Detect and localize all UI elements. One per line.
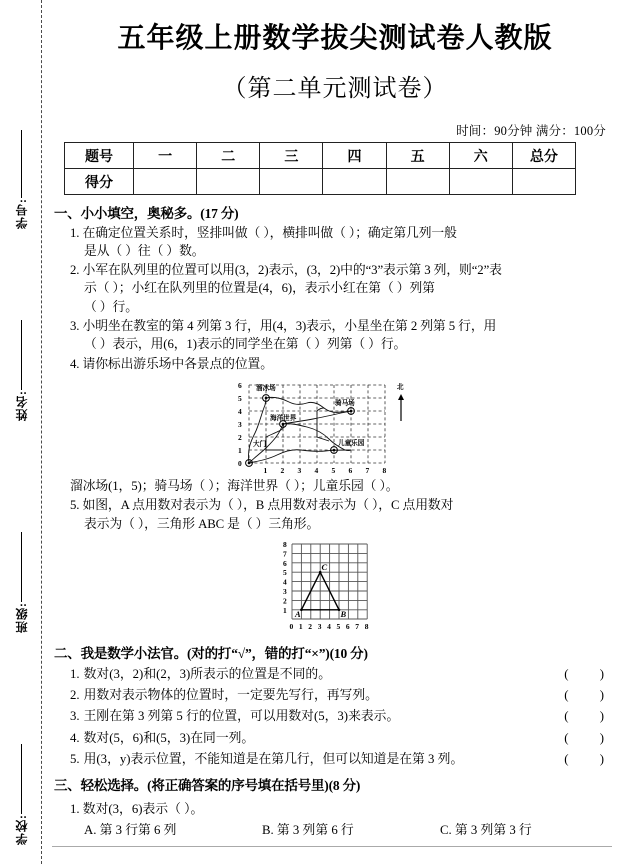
q1-line1: 1. 在确定位置关系时，竖排叫做（ ），横排叫做（ ）；确定第几列一般 bbox=[70, 225, 457, 240]
mc-option-b[interactable]: B. 第 3 列第 6 行 bbox=[262, 823, 354, 838]
park-ytick-4: 4 bbox=[238, 407, 242, 417]
tf-item-4 bbox=[70, 730, 618, 747]
point-label-a: A bbox=[295, 608, 301, 619]
question-1-2 bbox=[70, 261, 618, 315]
margin-strip bbox=[0, 0, 44, 864]
park-ytick-2: 2 bbox=[238, 433, 242, 443]
tri-xtick-5: 5 bbox=[336, 621, 341, 631]
class-label: 班级: bbox=[14, 602, 29, 633]
park-ytick-1: 1 bbox=[238, 446, 242, 456]
park-site-main-gate: 大门 bbox=[253, 441, 267, 449]
mc-question-1: 1. 数对(3，6)表示（ ）。 bbox=[70, 802, 204, 817]
tf-item-4-num: 4. bbox=[70, 730, 80, 745]
margin-field-school bbox=[4, 742, 38, 845]
tf-item-5-num: 5. bbox=[70, 751, 80, 766]
score-table-col-5: 五 bbox=[386, 143, 449, 169]
park-xtick-5: 5 bbox=[331, 466, 336, 476]
student-id-rule bbox=[21, 130, 22, 198]
score-table-col-3: 三 bbox=[260, 143, 323, 169]
tri-xtick-3: 3 bbox=[317, 621, 322, 631]
school-label: 学校: bbox=[14, 814, 29, 845]
tf-item-3-num: 3. bbox=[70, 709, 80, 724]
tf-item-3 bbox=[70, 708, 618, 725]
tri-xtick-1: 1 bbox=[298, 621, 303, 631]
section-2-heading: 二、我是数学小法官。(对的打“√”，错的打“×”)(10 分) bbox=[54, 645, 368, 661]
mc-option-c[interactable]: C. 第 3 列第 3 行 bbox=[440, 823, 532, 838]
q5-line1: 5. 如图，A 点用数对表示为（ ），B 点用数对表示为（ ），C 点用数对 bbox=[70, 498, 454, 513]
tf-item-2-text: 用数对表示物体的位置时，一定要先写行，再写列。 bbox=[83, 688, 378, 703]
exam-content bbox=[52, 0, 618, 864]
tri-xtick-7: 7 bbox=[355, 621, 360, 631]
margin-field-student-id bbox=[4, 128, 38, 229]
point-label-c: C bbox=[321, 561, 328, 572]
tri-ytick-3: 3 bbox=[283, 586, 287, 596]
score-table-col-4: 四 bbox=[323, 143, 386, 169]
park-xtick-7: 7 bbox=[365, 466, 370, 476]
tf-item-1 bbox=[70, 666, 618, 683]
score-table-col-6: 六 bbox=[449, 143, 512, 169]
score-cell-4[interactable] bbox=[323, 169, 386, 195]
score-cell-2[interactable] bbox=[197, 169, 260, 195]
score-table bbox=[64, 142, 576, 195]
park-ytick-5: 5 bbox=[238, 394, 242, 404]
point-label-b: B bbox=[340, 608, 347, 619]
fold-dashed-line bbox=[41, 0, 42, 864]
margin-field-class bbox=[4, 530, 38, 633]
question-1-4-prompt: 4. 请你标出游乐场中各景点的位置。 bbox=[70, 357, 273, 372]
question-1-1 bbox=[70, 224, 618, 260]
class-rule bbox=[21, 532, 22, 602]
tf-item-2 bbox=[70, 687, 618, 704]
tf-item-4-answer-box[interactable]: ( ) bbox=[564, 730, 618, 745]
park-ytick-0: 0 bbox=[238, 459, 242, 469]
north-arrow-icon bbox=[398, 394, 404, 421]
park-ytick-6: 6 bbox=[238, 381, 242, 391]
park-xtick-1: 1 bbox=[263, 466, 268, 476]
q2-line1: 2. 小军在队列里的位置可以用(3，2)表示，(3，2)中的“3”表示第 3 列，则“2”表 bbox=[70, 263, 502, 278]
table-row-score bbox=[65, 169, 576, 195]
score-table-col-1: 一 bbox=[134, 143, 197, 169]
tri-xtick-2: 2 bbox=[308, 621, 313, 631]
park-site-horse-ranch: 骑马场 bbox=[335, 400, 355, 408]
tri-xtick-6: 6 bbox=[345, 621, 350, 631]
mc-question-1-options bbox=[84, 819, 618, 838]
tf-item-5-answer-box[interactable]: ( ) bbox=[564, 751, 618, 766]
score-cell-6[interactable] bbox=[449, 169, 512, 195]
school-rule bbox=[21, 744, 22, 814]
tri-ytick-4: 4 bbox=[283, 577, 287, 587]
tf-item-2-answer-box[interactable]: ( ) bbox=[564, 688, 618, 703]
question-1-3 bbox=[70, 317, 618, 353]
compass-north-label: 北 bbox=[397, 384, 404, 392]
exam-meta: 时间：90分钟 满分：100分 bbox=[456, 124, 606, 138]
tf-item-1-text: 数对(3，2)和(2，3)所表示的位置是不同的。 bbox=[83, 667, 331, 682]
page-subtitle: （第二单元测试卷） bbox=[222, 76, 448, 102]
score-table-label-qnum: 题号 bbox=[65, 143, 134, 169]
table-row-header bbox=[65, 143, 576, 169]
tf-item-3-answer-box[interactable]: ( ) bbox=[564, 709, 618, 724]
q3-line1: 3. 小明坐在教室的第 4 列第 3 行，用(4，3)表示，小星坐在第 2 列第 5 行，用 bbox=[70, 319, 497, 334]
tri-ytick-2: 2 bbox=[283, 596, 287, 606]
park-site-ocean-world: 海洋世界 bbox=[270, 415, 297, 423]
park-site-skating-rink: 溜冰场 bbox=[256, 385, 276, 393]
q2-line2: 示（ ）；小红在队列里的位置是(4，6)，表示小红在第（ ）列第 bbox=[84, 281, 435, 296]
tf-item-5-text: 用(3，y)表示位置，不能知道是在第几行，但可以知道是在第 3 列。 bbox=[83, 751, 464, 766]
q2-line3: （ ）行。 bbox=[84, 299, 138, 314]
tri-ytick-1: 1 bbox=[283, 605, 287, 615]
page-title: 五年级上册数学拔尖测试卷人教版 bbox=[117, 23, 553, 54]
tri-xtick-0: 0 bbox=[289, 621, 294, 631]
q3-line2: （ ）表示，用(6，1)表示的同学坐在第（ ）列第（ ）行。 bbox=[84, 337, 407, 352]
tf-item-1-answer-box[interactable]: ( ) bbox=[564, 667, 618, 682]
question-1-5 bbox=[70, 496, 618, 532]
tf-item-3-text: 王刚在第 3 列第 5 行的位置，可以用数对(5，3)来表示。 bbox=[83, 709, 400, 724]
name-rule bbox=[21, 320, 22, 390]
section-3-heading: 三、轻松选择。(将正确答案的序号填在括号里)(8 分) bbox=[54, 778, 361, 794]
margin-field-name bbox=[4, 318, 38, 421]
page-bottom-rule bbox=[52, 846, 612, 847]
score-cell-5[interactable] bbox=[386, 169, 449, 195]
park-xtick-3: 3 bbox=[297, 466, 302, 476]
tri-ytick-6: 6 bbox=[283, 558, 287, 568]
triangle-figure bbox=[52, 535, 618, 635]
amusement-park-figure bbox=[52, 375, 618, 475]
park-site-children-playground: 儿童乐园 bbox=[338, 440, 365, 448]
park-xtick-2: 2 bbox=[280, 466, 285, 476]
tf-item-2-num: 2. bbox=[70, 688, 80, 703]
q1-line2: 是从（ ）往（ ）数。 bbox=[84, 243, 205, 258]
tri-xtick-8: 8 bbox=[364, 621, 369, 631]
score-table-col-2: 二 bbox=[197, 143, 260, 169]
triangle-grid-lines bbox=[292, 544, 367, 619]
tf-item-4-text: 数对(5，6)和(5，3)在同一列。 bbox=[83, 730, 255, 745]
score-table-label-score: 得分 bbox=[65, 169, 134, 195]
score-cell-3[interactable] bbox=[260, 169, 323, 195]
park-ytick-3: 3 bbox=[238, 420, 242, 430]
q5-line2: 表示为（ ），三角形 ABC 是（ ）三角形。 bbox=[84, 516, 320, 531]
score-table-col-total: 总分 bbox=[512, 143, 575, 169]
score-cell-1[interactable] bbox=[134, 169, 197, 195]
question-1-4-answers: 溜冰场(1，5)；骑马场（ ）；海洋世界（ ）；儿童乐园（ ）。 bbox=[70, 478, 399, 493]
tri-ytick-5: 5 bbox=[283, 567, 287, 577]
park-xtick-4: 4 bbox=[314, 466, 319, 476]
tri-xtick-4: 4 bbox=[327, 621, 331, 631]
mc-option-a[interactable]: A. 第 3 行第 6 列 bbox=[84, 823, 177, 838]
park-xtick-8: 8 bbox=[382, 466, 387, 476]
park-xtick-6: 6 bbox=[348, 466, 353, 476]
tf-item-5 bbox=[70, 751, 618, 768]
tri-ytick-8: 8 bbox=[283, 539, 287, 549]
tri-ytick-7: 7 bbox=[283, 549, 287, 559]
name-label: 姓名: bbox=[14, 390, 29, 421]
section-1-heading: 一、小小填空，奥秘多。(17 分) bbox=[54, 206, 239, 221]
student-id-label: 学号: bbox=[14, 198, 29, 229]
triangle-grid-svg bbox=[270, 535, 400, 635]
score-cell-total[interactable] bbox=[512, 169, 575, 195]
tf-item-1-num: 1. bbox=[70, 667, 80, 682]
park-map-svg bbox=[225, 375, 445, 475]
